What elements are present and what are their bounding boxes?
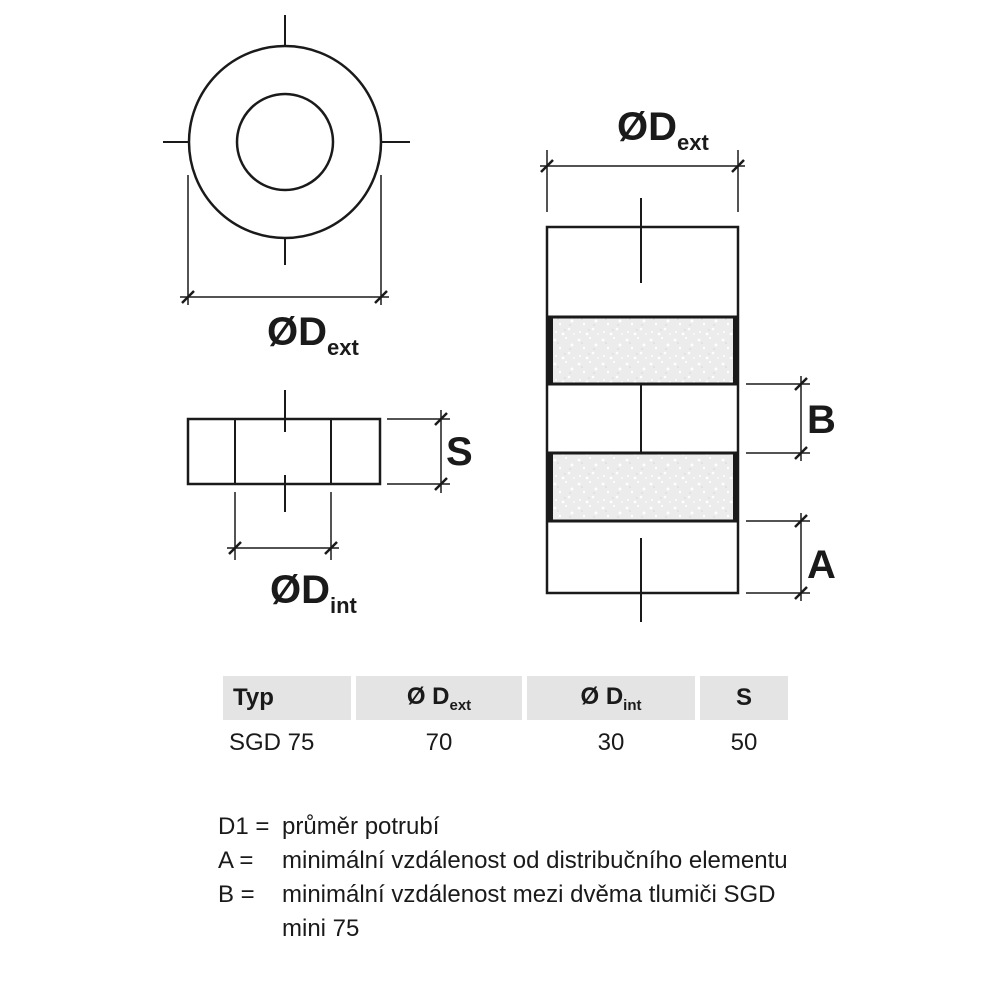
legend-text: průměr potrubí xyxy=(282,813,440,840)
table-row xyxy=(223,720,788,766)
header-dext: Ø $D_{ext}$ xyxy=(356,676,522,720)
legend-key: A = xyxy=(218,847,254,874)
top-view-ring xyxy=(163,15,410,305)
header-s: S xyxy=(700,676,788,720)
legend-item xyxy=(218,810,818,844)
installation-view xyxy=(540,150,810,622)
b-label: B xyxy=(807,398,836,442)
legend-key: D1 = xyxy=(218,813,270,840)
cell-s: 50 xyxy=(730,729,758,756)
cell-dint: 30 xyxy=(597,729,625,756)
cell-typ: SGD 75 xyxy=(229,729,315,756)
legend xyxy=(218,810,818,946)
a-label: A xyxy=(807,543,836,587)
header-typ: Typ xyxy=(223,676,351,720)
legend-key: B = xyxy=(218,881,255,908)
spec-table xyxy=(218,676,793,766)
cell-dext: 70 xyxy=(425,729,453,756)
s-label: S xyxy=(446,430,473,474)
dext-label-top: $ØD_{ext}$ xyxy=(267,310,359,360)
table-header-row xyxy=(223,676,788,720)
legend-item xyxy=(218,878,818,946)
legend-text: minimální vzdálenost mezi dvěma tlumiči SGD mini 75 xyxy=(282,881,776,942)
legend-text: minimální vzdálenost od distribučního elementu xyxy=(282,847,788,874)
legend-item xyxy=(218,844,818,878)
header-dint: Ø $D_{int}$ xyxy=(527,676,695,720)
side-view xyxy=(188,390,450,560)
dint-label: $ØD_{int}$ xyxy=(270,568,357,618)
dext-label-right: $ØD_{ext}$ xyxy=(617,105,709,155)
